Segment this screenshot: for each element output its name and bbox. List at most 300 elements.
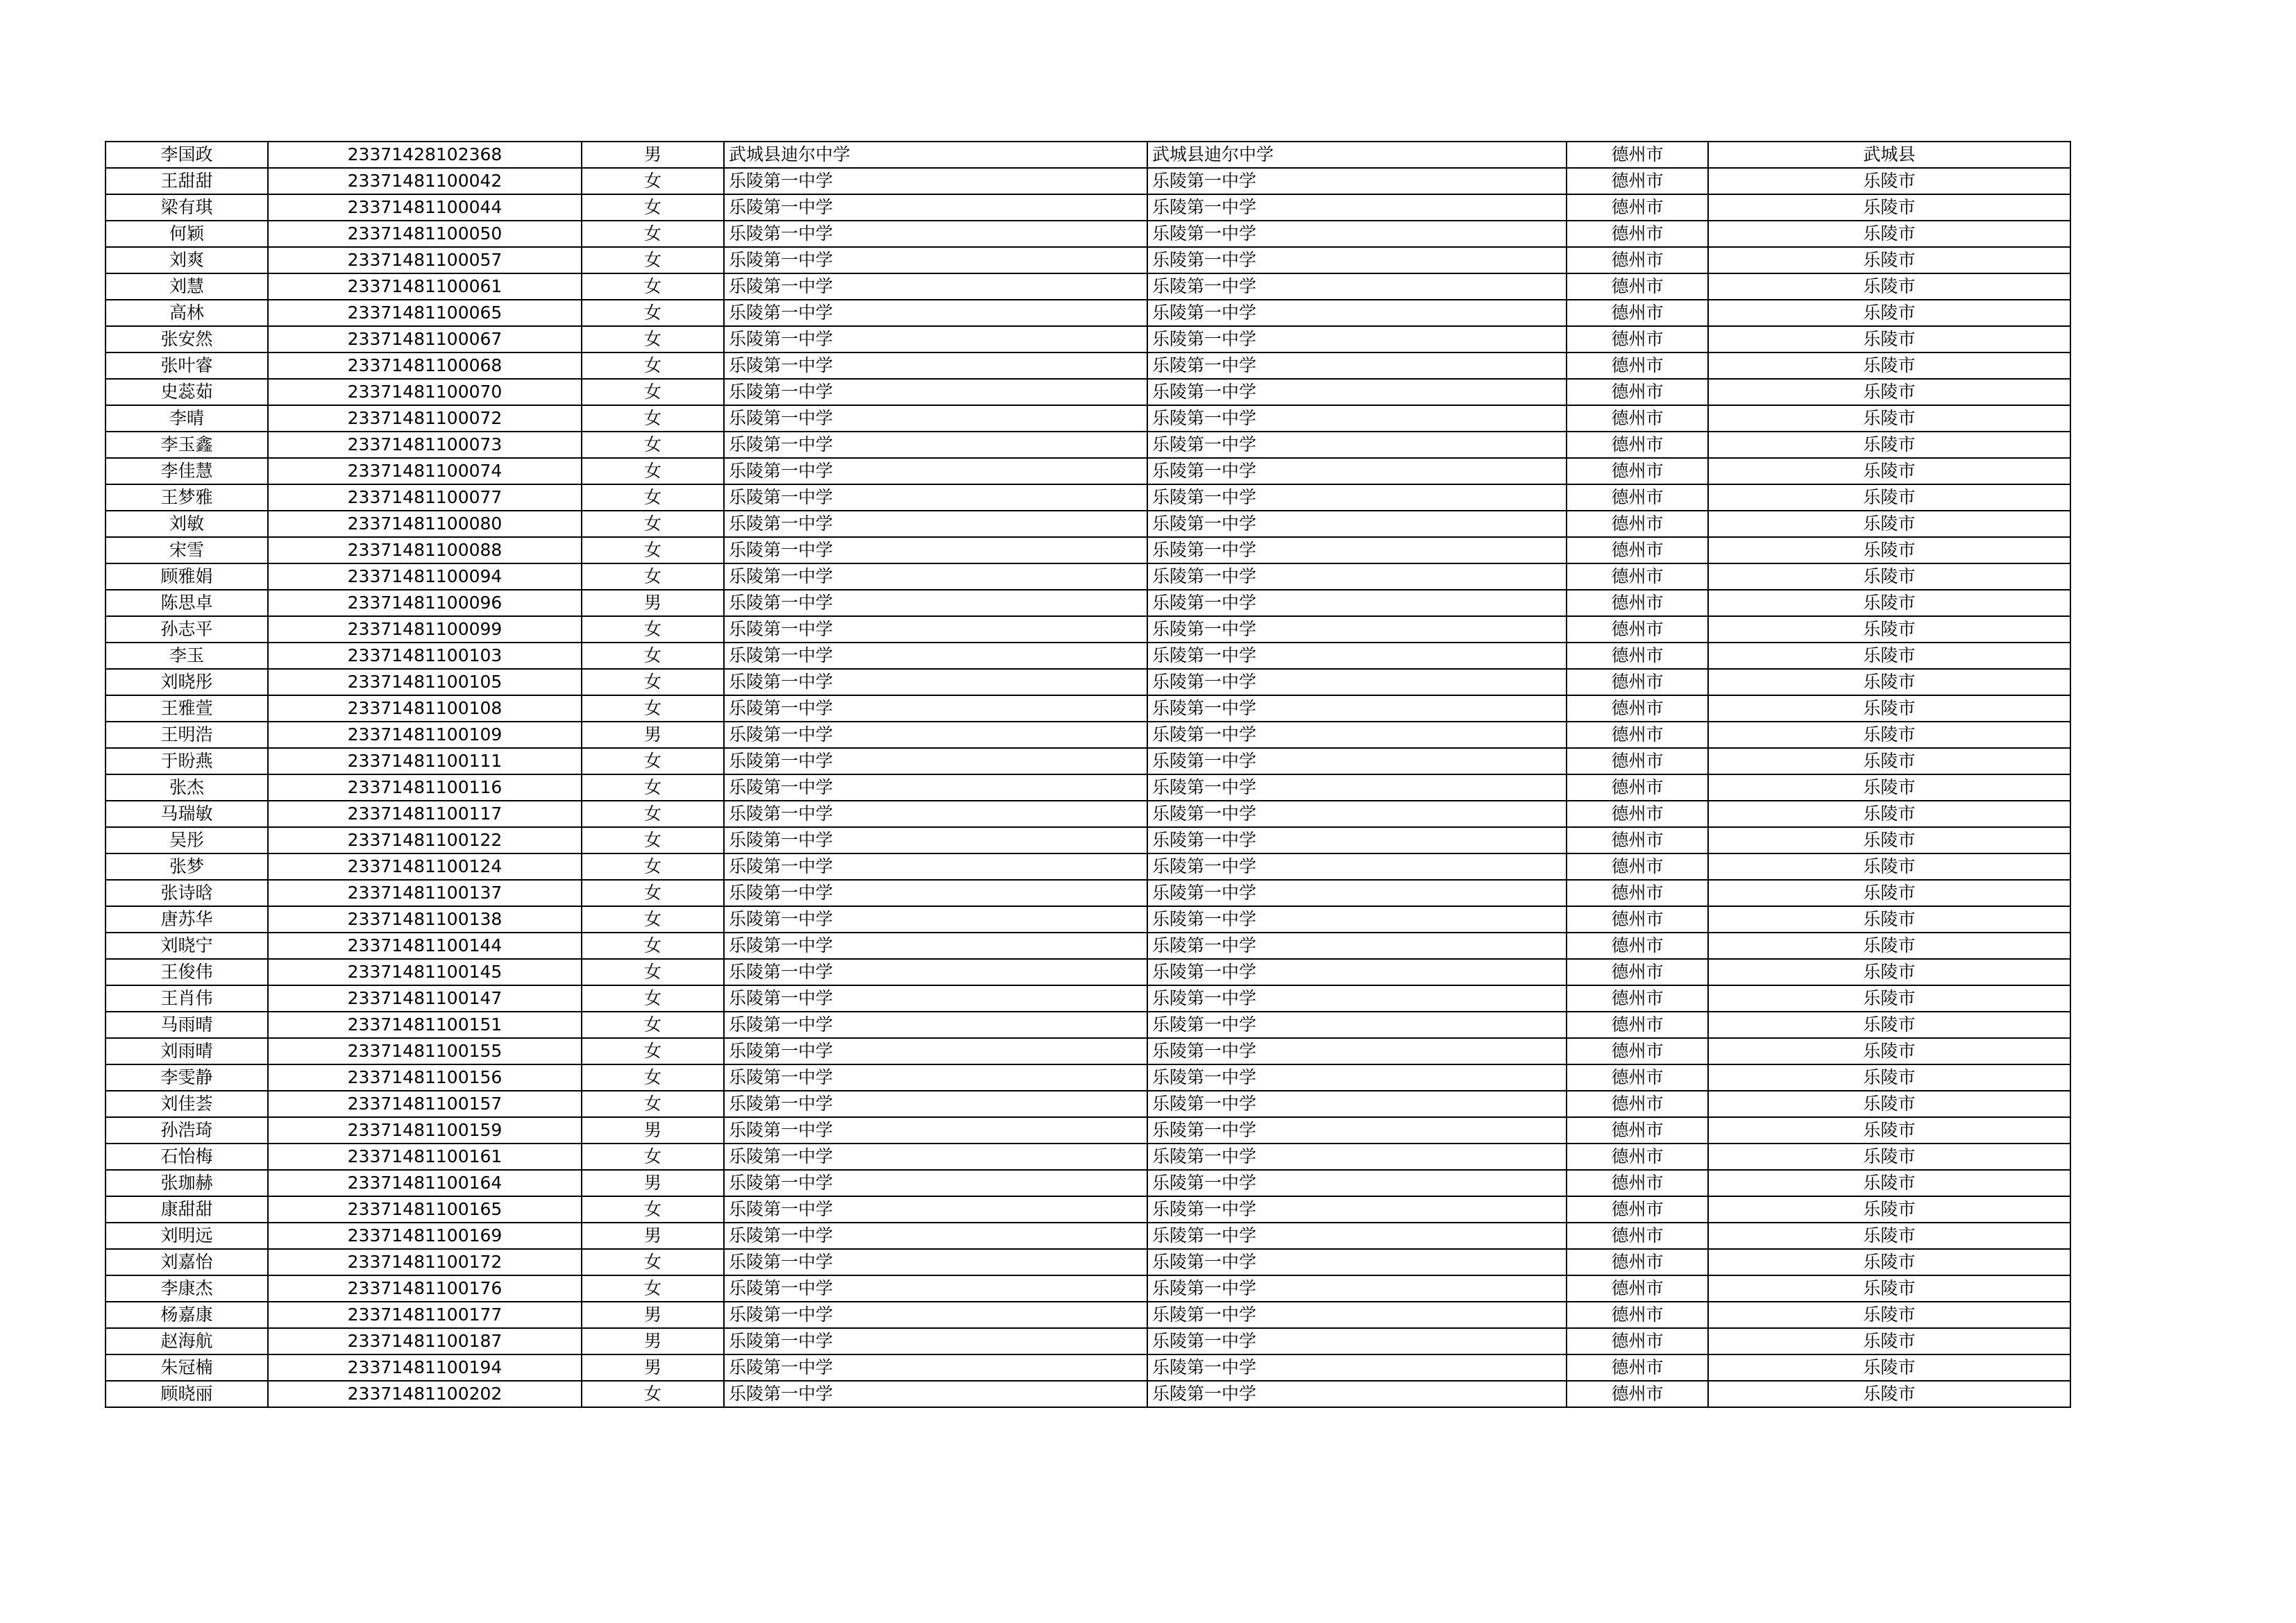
gender-cell: 女 [582, 827, 724, 853]
city-cell: 德州市 [1567, 1249, 1708, 1275]
exam-id-cell: 23371481100156 [268, 1064, 582, 1091]
gender-cell: 女 [582, 379, 724, 405]
registered-school-cell: 乐陵第一中学 [1147, 853, 1567, 880]
table-row [105, 432, 2070, 458]
county-cell: 乐陵市 [1708, 194, 2070, 221]
table-row [105, 1117, 2070, 1144]
table-row [105, 853, 2070, 880]
name-cell: 高林 [105, 300, 268, 326]
school-cell: 乐陵第一中学 [724, 722, 1147, 748]
city-cell: 德州市 [1567, 194, 1708, 221]
gender-cell: 男 [582, 1223, 724, 1249]
city-cell: 德州市 [1567, 1117, 1708, 1144]
gender-cell: 女 [582, 168, 724, 194]
table-row [105, 405, 2070, 432]
table-row [105, 906, 2070, 933]
school-cell: 乐陵第一中学 [724, 590, 1147, 616]
table-row [105, 748, 2070, 774]
registered-school-cell: 乐陵第一中学 [1147, 1012, 1567, 1038]
school-cell: 乐陵第一中学 [724, 1170, 1147, 1196]
exam-id-cell: 23371481100144 [268, 933, 582, 959]
table-row [105, 1328, 2070, 1354]
registered-school-cell: 乐陵第一中学 [1147, 933, 1567, 959]
county-cell: 乐陵市 [1708, 590, 2070, 616]
school-cell: 乐陵第一中学 [724, 221, 1147, 247]
county-cell: 乐陵市 [1708, 273, 2070, 300]
school-cell: 乐陵第一中学 [724, 1249, 1147, 1275]
gender-cell: 男 [582, 1328, 724, 1354]
gender-cell: 女 [582, 1091, 724, 1117]
school-cell: 乐陵第一中学 [724, 933, 1147, 959]
city-cell: 德州市 [1567, 801, 1708, 827]
school-cell: 乐陵第一中学 [724, 1275, 1147, 1302]
city-cell: 德州市 [1567, 1064, 1708, 1091]
name-cell: 王雅萱 [105, 695, 268, 722]
school-cell: 乐陵第一中学 [724, 643, 1147, 669]
gender-cell: 女 [582, 1144, 724, 1170]
exam-id-cell: 23371481100109 [268, 722, 582, 748]
county-cell: 乐陵市 [1708, 537, 2070, 563]
school-cell: 乐陵第一中学 [724, 432, 1147, 458]
registered-school-cell: 乐陵第一中学 [1147, 1302, 1567, 1328]
exam-id-cell: 23371481100094 [268, 563, 582, 590]
gender-cell: 女 [582, 774, 724, 801]
gender-cell: 女 [582, 1249, 724, 1275]
name-cell: 刘敏 [105, 511, 268, 537]
registered-school-cell: 乐陵第一中学 [1147, 1249, 1567, 1275]
table-row [105, 379, 2070, 405]
exam-id-cell: 23371481100096 [268, 590, 582, 616]
name-cell: 马雨晴 [105, 1012, 268, 1038]
county-cell: 乐陵市 [1708, 1170, 2070, 1196]
exam-id-cell: 23371481100072 [268, 405, 582, 432]
exam-id-cell: 23371481100124 [268, 853, 582, 880]
school-cell: 乐陵第一中学 [724, 1354, 1147, 1381]
table-row [105, 695, 2070, 722]
gender-cell: 女 [582, 352, 724, 379]
table-row [105, 643, 2070, 669]
table-row [105, 247, 2070, 273]
table-row [105, 959, 2070, 985]
gender-cell: 男 [582, 1117, 724, 1144]
exam-id-cell: 23371481100088 [268, 537, 582, 563]
name-cell: 张梦 [105, 853, 268, 880]
city-cell: 德州市 [1567, 1012, 1708, 1038]
table-row [105, 1196, 2070, 1223]
registered-school-cell: 乐陵第一中学 [1147, 748, 1567, 774]
school-cell: 乐陵第一中学 [724, 300, 1147, 326]
name-cell: 顾晓丽 [105, 1381, 268, 1407]
table-row [105, 1064, 2070, 1091]
registered-school-cell: 乐陵第一中学 [1147, 880, 1567, 906]
county-cell: 乐陵市 [1708, 880, 2070, 906]
exam-id-cell: 23371481100117 [268, 801, 582, 827]
exam-id-cell: 23371481100169 [268, 1223, 582, 1249]
exam-id-cell: 23371481100067 [268, 326, 582, 352]
name-cell: 李雯静 [105, 1064, 268, 1091]
gender-cell: 女 [582, 669, 724, 695]
name-cell: 刘晓宁 [105, 933, 268, 959]
exam-id-cell: 23371481100105 [268, 669, 582, 695]
gender-cell: 女 [582, 1038, 724, 1064]
name-cell: 李康杰 [105, 1275, 268, 1302]
table-row [105, 590, 2070, 616]
city-cell: 德州市 [1567, 616, 1708, 643]
city-cell: 德州市 [1567, 590, 1708, 616]
gender-cell: 女 [582, 563, 724, 590]
school-cell: 乐陵第一中学 [724, 616, 1147, 643]
city-cell: 德州市 [1567, 1302, 1708, 1328]
county-cell: 乐陵市 [1708, 326, 2070, 352]
school-cell: 乐陵第一中学 [724, 1117, 1147, 1144]
table-row [105, 537, 2070, 563]
exam-id-cell: 23371481100187 [268, 1328, 582, 1354]
school-cell: 乐陵第一中学 [724, 352, 1147, 379]
county-cell: 乐陵市 [1708, 1249, 2070, 1275]
gender-cell: 女 [582, 537, 724, 563]
registered-school-cell: 乐陵第一中学 [1147, 273, 1567, 300]
school-cell: 乐陵第一中学 [724, 1196, 1147, 1223]
table-row [105, 142, 2070, 168]
city-cell: 德州市 [1567, 1354, 1708, 1381]
school-cell: 乐陵第一中学 [724, 669, 1147, 695]
school-cell: 乐陵第一中学 [724, 774, 1147, 801]
city-cell: 德州市 [1567, 774, 1708, 801]
table-row [105, 168, 2070, 194]
county-cell: 乐陵市 [1708, 563, 2070, 590]
student-table [105, 141, 2071, 1408]
exam-id-cell: 23371481100044 [268, 194, 582, 221]
city-cell: 德州市 [1567, 247, 1708, 273]
gender-cell: 女 [582, 616, 724, 643]
table-row [105, 722, 2070, 748]
registered-school-cell: 乐陵第一中学 [1147, 168, 1567, 194]
table-row [105, 484, 2070, 511]
registered-school-cell: 乐陵第一中学 [1147, 959, 1567, 985]
registered-school-cell: 武城县迪尔中学 [1147, 142, 1567, 168]
school-cell: 乐陵第一中学 [724, 1381, 1147, 1407]
gender-cell: 女 [582, 933, 724, 959]
exam-id-cell: 23371481100050 [268, 221, 582, 247]
name-cell: 张杰 [105, 774, 268, 801]
school-cell: 乐陵第一中学 [724, 194, 1147, 221]
school-cell: 乐陵第一中学 [724, 880, 1147, 906]
city-cell: 德州市 [1567, 933, 1708, 959]
city-cell: 德州市 [1567, 643, 1708, 669]
county-cell: 乐陵市 [1708, 906, 2070, 933]
registered-school-cell: 乐陵第一中学 [1147, 616, 1567, 643]
gender-cell: 女 [582, 906, 724, 933]
exam-id-cell: 23371481100070 [268, 379, 582, 405]
table-row [105, 1170, 2070, 1196]
city-cell: 德州市 [1567, 669, 1708, 695]
county-cell: 乐陵市 [1708, 1038, 2070, 1064]
city-cell: 德州市 [1567, 484, 1708, 511]
city-cell: 德州市 [1567, 168, 1708, 194]
county-cell: 乐陵市 [1708, 1196, 2070, 1223]
city-cell: 德州市 [1567, 352, 1708, 379]
county-cell: 乐陵市 [1708, 352, 2070, 379]
table-row [105, 1091, 2070, 1117]
city-cell: 德州市 [1567, 1170, 1708, 1196]
county-cell: 乐陵市 [1708, 379, 2070, 405]
city-cell: 德州市 [1567, 906, 1708, 933]
county-cell: 乐陵市 [1708, 1381, 2070, 1407]
school-cell: 乐陵第一中学 [724, 1302, 1147, 1328]
name-cell: 于盼燕 [105, 748, 268, 774]
exam-id-cell: 23371481100145 [268, 959, 582, 985]
name-cell: 史蕊茹 [105, 379, 268, 405]
county-cell: 乐陵市 [1708, 933, 2070, 959]
name-cell: 王俊伟 [105, 959, 268, 985]
table-row [105, 1302, 2070, 1328]
exam-id-cell: 23371481100159 [268, 1117, 582, 1144]
exam-id-cell: 23371481100202 [268, 1381, 582, 1407]
gender-cell: 男 [582, 722, 724, 748]
name-cell: 刘雨晴 [105, 1038, 268, 1064]
school-cell: 乐陵第一中学 [724, 273, 1147, 300]
exam-id-cell: 23371481100074 [268, 458, 582, 484]
exam-id-cell: 23371481100103 [268, 643, 582, 669]
county-cell: 乐陵市 [1708, 1354, 2070, 1381]
name-cell: 张安然 [105, 326, 268, 352]
table-row [105, 1354, 2070, 1381]
gender-cell: 女 [582, 1196, 724, 1223]
table-row [105, 616, 2070, 643]
table-row [105, 300, 2070, 326]
exam-id-cell: 23371481100111 [268, 748, 582, 774]
school-cell: 乐陵第一中学 [724, 1144, 1147, 1170]
name-cell: 刘慧 [105, 273, 268, 300]
name-cell: 赵海航 [105, 1328, 268, 1354]
city-cell: 德州市 [1567, 142, 1708, 168]
county-cell: 乐陵市 [1708, 722, 2070, 748]
county-cell: 乐陵市 [1708, 801, 2070, 827]
county-cell: 乐陵市 [1708, 405, 2070, 432]
city-cell: 德州市 [1567, 273, 1708, 300]
city-cell: 德州市 [1567, 959, 1708, 985]
gender-cell: 女 [582, 1064, 724, 1091]
school-cell: 乐陵第一中学 [724, 511, 1147, 537]
school-cell: 乐陵第一中学 [724, 563, 1147, 590]
registered-school-cell: 乐陵第一中学 [1147, 590, 1567, 616]
county-cell: 乐陵市 [1708, 853, 2070, 880]
registered-school-cell: 乐陵第一中学 [1147, 1275, 1567, 1302]
city-cell: 德州市 [1567, 458, 1708, 484]
table-row [105, 326, 2070, 352]
registered-school-cell: 乐陵第一中学 [1147, 300, 1567, 326]
table-row [105, 880, 2070, 906]
gender-cell: 女 [582, 458, 724, 484]
city-cell: 德州市 [1567, 722, 1708, 748]
city-cell: 德州市 [1567, 432, 1708, 458]
school-cell: 乐陵第一中学 [724, 168, 1147, 194]
table-row [105, 1275, 2070, 1302]
gender-cell: 女 [582, 221, 724, 247]
name-cell: 李国政 [105, 142, 268, 168]
school-cell: 乐陵第一中学 [724, 458, 1147, 484]
city-cell: 德州市 [1567, 695, 1708, 722]
gender-cell: 女 [582, 880, 724, 906]
gender-cell: 女 [582, 748, 724, 774]
exam-id-cell: 23371481100122 [268, 827, 582, 853]
county-cell: 乐陵市 [1708, 959, 2070, 985]
county-cell: 乐陵市 [1708, 748, 2070, 774]
name-cell: 张叶睿 [105, 352, 268, 379]
name-cell: 刘晓彤 [105, 669, 268, 695]
city-cell: 德州市 [1567, 563, 1708, 590]
school-cell: 乐陵第一中学 [724, 985, 1147, 1012]
school-cell: 乐陵第一中学 [724, 1012, 1147, 1038]
table-row [105, 985, 2070, 1012]
exam-id-cell: 23371481100177 [268, 1302, 582, 1328]
name-cell: 马瑞敏 [105, 801, 268, 827]
name-cell: 李晴 [105, 405, 268, 432]
county-cell: 乐陵市 [1708, 168, 2070, 194]
county-cell: 乐陵市 [1708, 695, 2070, 722]
exam-id-cell: 23371481100157 [268, 1091, 582, 1117]
registered-school-cell: 乐陵第一中学 [1147, 1354, 1567, 1381]
school-cell: 乐陵第一中学 [724, 1038, 1147, 1064]
name-cell: 宋雪 [105, 537, 268, 563]
registered-school-cell: 乐陵第一中学 [1147, 379, 1567, 405]
city-cell: 德州市 [1567, 511, 1708, 537]
school-cell: 乐陵第一中学 [724, 405, 1147, 432]
table-row [105, 827, 2070, 853]
exam-id-cell: 23371481100161 [268, 1144, 582, 1170]
county-cell: 乐陵市 [1708, 774, 2070, 801]
gender-cell: 女 [582, 1012, 724, 1038]
registered-school-cell: 乐陵第一中学 [1147, 1223, 1567, 1249]
table-row [105, 511, 2070, 537]
school-cell: 乐陵第一中学 [724, 959, 1147, 985]
exam-id-cell: 23371481100080 [268, 511, 582, 537]
exam-id-cell: 23371481100138 [268, 906, 582, 933]
table-row [105, 801, 2070, 827]
county-cell: 乐陵市 [1708, 300, 2070, 326]
gender-cell: 男 [582, 1170, 724, 1196]
exam-id-cell: 23371481100116 [268, 774, 582, 801]
school-cell: 乐陵第一中学 [724, 906, 1147, 933]
table-row [105, 669, 2070, 695]
table-row [105, 774, 2070, 801]
registered-school-cell: 乐陵第一中学 [1147, 827, 1567, 853]
school-cell: 乐陵第一中学 [724, 326, 1147, 352]
city-cell: 德州市 [1567, 1091, 1708, 1117]
table-row [105, 221, 2070, 247]
city-cell: 德州市 [1567, 1196, 1708, 1223]
school-cell: 乐陵第一中学 [724, 247, 1147, 273]
exam-id-cell: 23371481100147 [268, 985, 582, 1012]
gender-cell: 女 [582, 247, 724, 273]
county-cell: 乐陵市 [1708, 1117, 2070, 1144]
city-cell: 德州市 [1567, 748, 1708, 774]
registered-school-cell: 乐陵第一中学 [1147, 1064, 1567, 1091]
table-row [105, 352, 2070, 379]
registered-school-cell: 乐陵第一中学 [1147, 247, 1567, 273]
gender-cell: 女 [582, 985, 724, 1012]
registered-school-cell: 乐陵第一中学 [1147, 722, 1567, 748]
exam-id-cell: 23371481100108 [268, 695, 582, 722]
school-cell: 武城县迪尔中学 [724, 142, 1147, 168]
exam-id-cell: 23371481100099 [268, 616, 582, 643]
name-cell: 刘爽 [105, 247, 268, 273]
gender-cell: 男 [582, 590, 724, 616]
city-cell: 德州市 [1567, 1223, 1708, 1249]
city-cell: 德州市 [1567, 853, 1708, 880]
table-row [105, 1249, 2070, 1275]
county-cell: 乐陵市 [1708, 1328, 2070, 1354]
name-cell: 吴彤 [105, 827, 268, 853]
table-row [105, 194, 2070, 221]
registered-school-cell: 乐陵第一中学 [1147, 906, 1567, 933]
city-cell: 德州市 [1567, 537, 1708, 563]
name-cell: 刘明远 [105, 1223, 268, 1249]
exam-id-cell: 23371481100137 [268, 880, 582, 906]
exam-id-cell: 23371481100164 [268, 1170, 582, 1196]
table-row [105, 563, 2070, 590]
exam-id-cell: 23371481100151 [268, 1012, 582, 1038]
school-cell: 乐陵第一中学 [724, 695, 1147, 722]
county-cell: 乐陵市 [1708, 484, 2070, 511]
gender-cell: 女 [582, 194, 724, 221]
exam-id-cell: 23371481100065 [268, 300, 582, 326]
table-row [105, 1144, 2070, 1170]
gender-cell: 男 [582, 142, 724, 168]
city-cell: 德州市 [1567, 300, 1708, 326]
exam-id-cell: 23371481100165 [268, 1196, 582, 1223]
registered-school-cell: 乐陵第一中学 [1147, 1381, 1567, 1407]
school-cell: 乐陵第一中学 [724, 1091, 1147, 1117]
registered-school-cell: 乐陵第一中学 [1147, 1144, 1567, 1170]
name-cell: 张珈赫 [105, 1170, 268, 1196]
registered-school-cell: 乐陵第一中学 [1147, 405, 1567, 432]
city-cell: 德州市 [1567, 405, 1708, 432]
registered-school-cell: 乐陵第一中学 [1147, 432, 1567, 458]
county-cell: 乐陵市 [1708, 1223, 2070, 1249]
name-cell: 王甜甜 [105, 168, 268, 194]
gender-cell: 女 [582, 695, 724, 722]
gender-cell: 女 [582, 432, 724, 458]
county-cell: 乐陵市 [1708, 1144, 2070, 1170]
name-cell: 刘佳荟 [105, 1091, 268, 1117]
registered-school-cell: 乐陵第一中学 [1147, 1328, 1567, 1354]
registered-school-cell: 乐陵第一中学 [1147, 563, 1567, 590]
exam-id-cell: 23371481100057 [268, 247, 582, 273]
county-cell: 乐陵市 [1708, 1275, 2070, 1302]
registered-school-cell: 乐陵第一中学 [1147, 669, 1567, 695]
registered-school-cell: 乐陵第一中学 [1147, 1091, 1567, 1117]
school-cell: 乐陵第一中学 [724, 1328, 1147, 1354]
city-cell: 德州市 [1567, 1038, 1708, 1064]
registered-school-cell: 乐陵第一中学 [1147, 643, 1567, 669]
gender-cell: 女 [582, 300, 724, 326]
exam-id-cell: 23371481100155 [268, 1038, 582, 1064]
name-cell: 孙志平 [105, 616, 268, 643]
county-cell: 乐陵市 [1708, 669, 2070, 695]
city-cell: 德州市 [1567, 1328, 1708, 1354]
county-cell: 乐陵市 [1708, 511, 2070, 537]
registered-school-cell: 乐陵第一中学 [1147, 221, 1567, 247]
gender-cell: 女 [582, 405, 724, 432]
gender-cell: 女 [582, 959, 724, 985]
registered-school-cell: 乐陵第一中学 [1147, 1170, 1567, 1196]
gender-cell: 女 [582, 1275, 724, 1302]
table-row [105, 1012, 2070, 1038]
registered-school-cell: 乐陵第一中学 [1147, 985, 1567, 1012]
gender-cell: 女 [582, 326, 724, 352]
gender-cell: 女 [582, 511, 724, 537]
